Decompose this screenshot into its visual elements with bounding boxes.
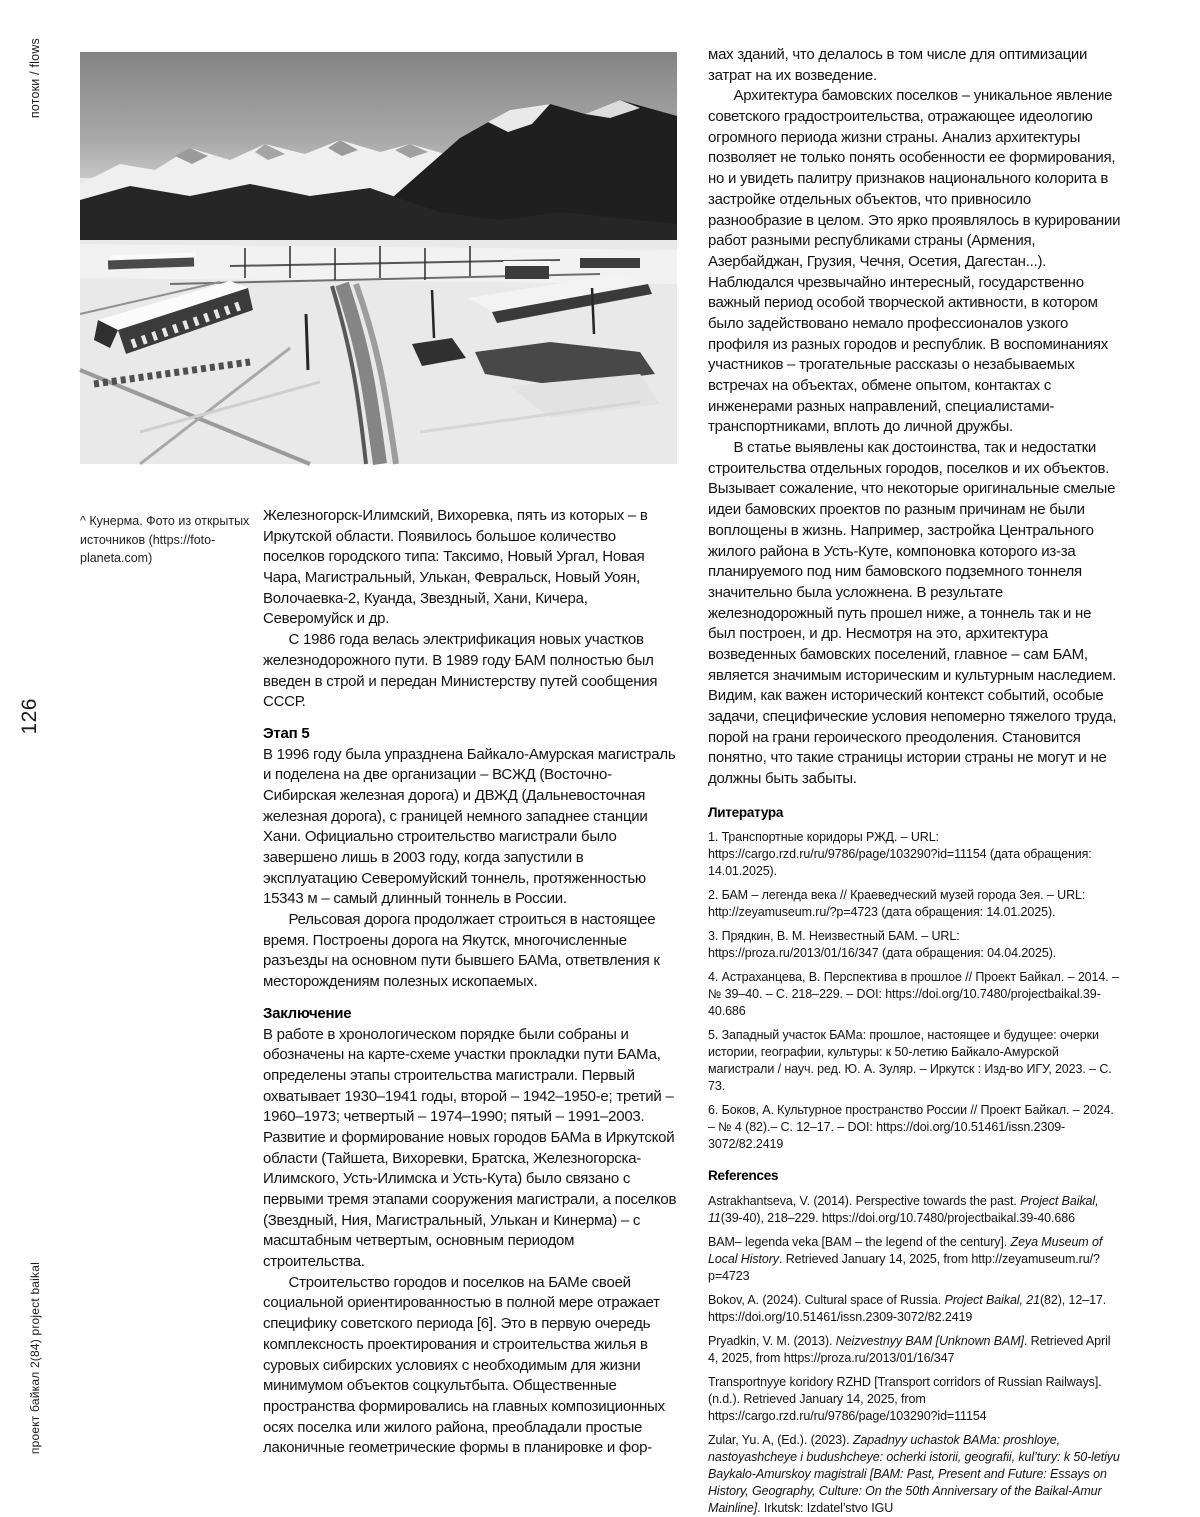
reference-item-en: Bokov, A. (2024). Cultural space of Russia. Project Baikal, 21(82), 12–17. https://doi.org/10.51461/issn.2309-3072/82.2419 [708, 1293, 1107, 1324]
reference-item-ru: 1. Транспортные коридоры РЖД. – URL: https://cargo.rzd.ru/ru/9786/page/103290?id=11154 (дата обращения: 14.01.2025). [708, 830, 1092, 879]
body-paragraph: Рельсовая дорога продолжает строиться в настоящее время. Построены дорога на Якутск, многочисленные разъезды на основном пути бывшего БАМа, ответвления к месторождениям полезных ископаемых. [263, 911, 660, 991]
reference-item-en: Astrakhantseva, V. (2014). Perspective towards the past. Project Baikal, 11(39-40), 218–229. https://doi.org/10.7480/projectbaikal.39-40.686 [708, 1194, 1099, 1225]
settlement-photo [80, 52, 677, 464]
reference-item-ru: 2. БАМ – легенда века // Краеведческий музей города Зея. – URL: http://zeyamuseum.ru/?p=4723 (дата обращения: 14.01.2025). [708, 888, 1086, 920]
photo-caption: ^ Кунерма. Фото из открытых источников (https://foto-planeta.com) [80, 514, 250, 565]
body-paragraph: С 1986 года велась электрификация новых участков железнодорожного пути. В 1989 году БАМ полностью был введен в строй и передан Министерству путей сообщения СССР. [263, 631, 658, 711]
body-paragraph: В 1996 году была упразднена Байкало-Амурская магистраль и поделена на две организации – ВСЖД (Восточно-Сибирская железная дорога) и ДВЖД (Дальневосточная железная дорога), с границей немного западнее станции Хани. Официально строительство магистрали было завершено лишь в 2003 году, когда запустили в эксплуатацию Северомуйский тоннель, протяженностью 15343 м – самый длинный тоннель в России. [263, 745, 676, 908]
body-paragraph: мах зданий, что делалось в том числе для оптимизации затрат на их возведение. [708, 46, 1088, 84]
body-paragraph: Строительство городов и поселков на БАМе своей социальной ориентированностью в полной мере отражает специфику советского периода [6]. Это в первую очередь комплексность проектирования и строительства жилья в суровых сибирских условиях с необходимым для жизни минимумом объектов соцкультбыта. Общественные пространства формировались на главных композиционных осях поселка или жилого района, преобладали простые лаконичные геометрические формы в планировке и фор- [263, 1273, 665, 1457]
stage-5-heading: Этап 5 [263, 724, 310, 742]
journal-footer-vertical: проект байкал 2(84) project baikal [28, 1262, 42, 1455]
settlement-photo-illustration [80, 52, 677, 464]
literatura-heading: Литература [708, 804, 784, 820]
article-column-right [708, 45, 1122, 1517]
page-number: 126 [18, 698, 41, 735]
reference-item-ru: 3. Прядкин, В. М. Неизвестный БАМ. – URL: https://proza.ru/2013/01/16/347 (дата обращения: 04.04.2025). [708, 929, 1057, 961]
conclusion-heading: Заключение [263, 1004, 352, 1022]
body-paragraph: Железногорск-Илимский, Вихоревка, пять из которых – в Иркутской области. Появилось большое количество поселков городского типа: Таксимо, Новый Ургал, Новая Чара, Магистральный, Улькан, Февральск, Новый Уоян, Волочаевка-2, Куанда, Звездный, Хани, Кичера, Северомуйск и др. [263, 507, 648, 628]
article-column-middle [263, 506, 677, 1459]
body-paragraph: В работе в хронологическом порядке были собраны и обозначены на карте-схеме участки прокладки пути БАМа, определены этапы строительства магистрали. Первый охватывает 1930–1941 годы, второй – 1942–1950-е; третий – 1960–1973; четвертый – 1974–1990; пятый – 1991–2003. Развитие и формирование новых городов БАМа в Иркутской области (Тайшета, Вихоревки, Братска, Железногорска-Илимского, Усть-Илимска и Усть-Кута) было связано с первыми тремя этапами сооружения магистрали, а поселков (Звездный, Ния, Магистральный, Улькан и Кинерма) – с масштабным четвертым, основным периодом строительства. [263, 1025, 677, 1271]
reference-item-ru: 6. Боков, А. Культурное пространство России // Проект Байкал. – 2024. – № 4 (82).– С. 12–17. – DOI: https://doi.org/10.51461/issn.2309-3072/82.2419 [708, 1103, 1114, 1152]
body-paragraph: Архитектура бамовских поселков – уникальное явление советского градостроительства, отражающее идеологию огромного периода жизни страны. Анализ архитектуры позволяет не только понять особенности ее формирования, но и увидеть палитру признаков национального колорита в застройке отдельных объектов, что привносило разнообразие в целом. Это ярко проявлялось в курировании работ разными республиками страны (Армения, Азербайджан, Грузия, Чечня, Осетия, Дагестан...). Наблюдался чрезвычайно интересный, государственно важный период особой творческой активности, в котором было задействовано немало профессионалов узкого профиля из разных городов и республик. В воспоминаниях участников – трогательные рассказы о незабываемых встречах на объектах, обмене опытом, контактах с инженерами разных направлений, специалистами-транспортниками, вплоть до личной дружбы. [708, 87, 1121, 436]
reference-item-en: Pryadkin, V. M. (2013). Neizvestnyy BAM [Unknown BAM]. Retrieved April 4, 2025, from https://proza.ru/2013/01/16/347 [708, 1334, 1111, 1365]
reference-item-en: Zular, Yu. A, (Ed.). (2023). Zapadnyy uchastok BAMa: proshloye, nastoyashcheye i budushcheye: ocherki istorii, geografii, kul’tury: k 50-letiyu Baykalo-Amurskoy magistrali [BAM: Past, Present and Future: Essays on History, Geography, Culture: On the 50th Anniversary of the Baikal-Amur Mainline]. Irkutsk: Izdatel’stvo IGU [708, 1433, 1120, 1515]
reference-item-en: Transportnyye koridory RZHD [Transport corridors of Russian Railways]. (n.d.). Retrieved January 14, 2025, from https://cargo.rzd.ru/ru/9786/page/103290?id=11154 [708, 1375, 1102, 1423]
reference-item-ru: 4. Астраханцева, В. Перспектива в прошлое // Проект Байкал. – 2014. – № 39–40. – С. 218–229. – DOI: https://doi.org/10.7480/projectbaikal.39-40.686 [708, 970, 1119, 1019]
section-label-vertical: потоки / flows [28, 38, 42, 119]
body-paragraph: В статье выявлены как достоинства, так и недостатки строительства отдельных городов, поселков и их объектов. Вызывает сожаление, что некоторые оригинальные смелые идеи бамовских проектов по разным причинам не были воплощены в жизнь. Например, застройка Центрального жилого района в Усть-Куте, компоновка которого из-за планируемого под ним бамовского подземного тоннеля значительно была усложнена. В результате железнодорожный путь прошел ниже, а тоннель так и не был построен, и др. Несмотря на это, архитектура возведенных бамовских поселений, главное – сам БАМ, является значимым историческим и культурным наследием. Видим, как важен исторический контекст событий, особые задачи, специфические условия непомерно тяжелого труда, порой на грани героического преодоления. Становится понятно, что такие страницы истории страны не могут и не должны быть забыты. [708, 439, 1117, 788]
reference-item-en: BAM– legenda veka [BAM – the legend of the century]. Zeya Museum of Local History. Retrieved January 14, 2025, from http://zeyamuseum.ru/?p=4723 [708, 1235, 1103, 1283]
references-heading: References [708, 1168, 779, 1184]
reference-item-ru: 5. Западный участок БАМа: прошлое, настоящее и будущее: очерки истории, географии, культуры: к 50-летию Байкало-Амурской магистрали / науч. ред. Ю. А. Зуляр. – Иркутск : Изд-во ИГУ, 2023. – С. 73. [708, 1028, 1112, 1094]
